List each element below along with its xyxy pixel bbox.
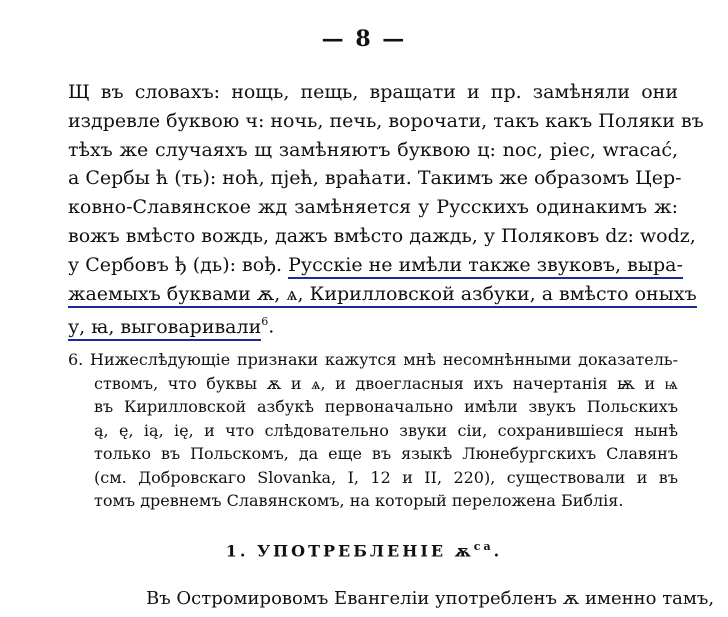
text-plain: у Сербовъ ђ (дь): вођ.: [68, 253, 283, 276]
footnote-ref: 6: [261, 315, 269, 329]
footnote-line: 6. Нижеслѣдующіе признаки кажутся мнѣ несомнѣнными доказатель-: [68, 350, 678, 369]
text-line: ковно-Славянское жд замѣняется у Русскихъ одинакимъ ж:: [68, 196, 678, 219]
text-line: Въ Остромировомъ Евангеліи употребленъ ѫ именно тамъ,: [146, 588, 715, 609]
section-heading-text: 1. УПОТРЕБЛЕНІЕ ѫ: [225, 541, 474, 561]
section-heading: [0, 540, 728, 560]
underlined-text: Русскіе не имѣли также звуковъ, выра-: [288, 254, 683, 279]
page-number: — 8 —: [321, 26, 407, 52]
text-line: издревле буквою ч: ночь, печь, ворочати, такъ какъ Поляки въ: [68, 109, 704, 132]
footnote-line: въ Кирилловской азбукѣ первоначально имѣли звукъ Польскихъ: [94, 397, 678, 416]
underlined-text: у, ꙗ, выговаривали: [68, 316, 261, 341]
footnote-line: (см. Добровскаго Slovanka, I, 12 и II, 220), существовали и въ: [94, 467, 678, 487]
footnote-line: ствомъ, что буквы ѫ и ѧ, и двоегласныя ихъ начертанія ѭ и ѩ: [94, 373, 678, 393]
second-paragraph: [68, 588, 715, 617]
text-line: вожъ вмѣсто вождь, дажъ вмѣсто даждь, у Поляковъ dz: wodz,: [68, 224, 696, 247]
footnote-line: ą, ę, ią, ię, и что слѣдовательно звуки сіи, сохранившіеся нынѣ: [94, 420, 678, 440]
section-heading-end: .: [493, 541, 503, 561]
text-line: Щ въ словахъ: нощь, пещь, вращати и пр. замѣняли они: [68, 81, 678, 103]
text-line: тѣхъ же случаяхъ щ замѣняютъ буквою ц: noc, piec, wracać,: [68, 138, 678, 161]
footnote-line: томъ древнемъ Славянскомъ, на который переложена Библія.: [94, 491, 624, 510]
text-line: [68, 280, 697, 309]
main-paragraph: [68, 78, 704, 338]
section-heading-sup: са: [473, 540, 494, 553]
text-line: [68, 251, 683, 280]
text-line: [68, 308, 678, 337]
text-plain: .: [268, 315, 275, 338]
underlined-text: жаемыхъ буквами ѫ, ѧ, Кирилловской азбуки, а вмѣсто оныхъ: [68, 283, 697, 308]
footnote-line: только въ Польскомъ, да еще въ языкѣ Люнебургскихъ Славянъ: [94, 444, 678, 463]
text-line: а Сербы ћ (ть): ноћ, пјећ, враћати. Такимъ же образомъ Цер-: [68, 167, 682, 190]
footnote: [68, 348, 678, 513]
